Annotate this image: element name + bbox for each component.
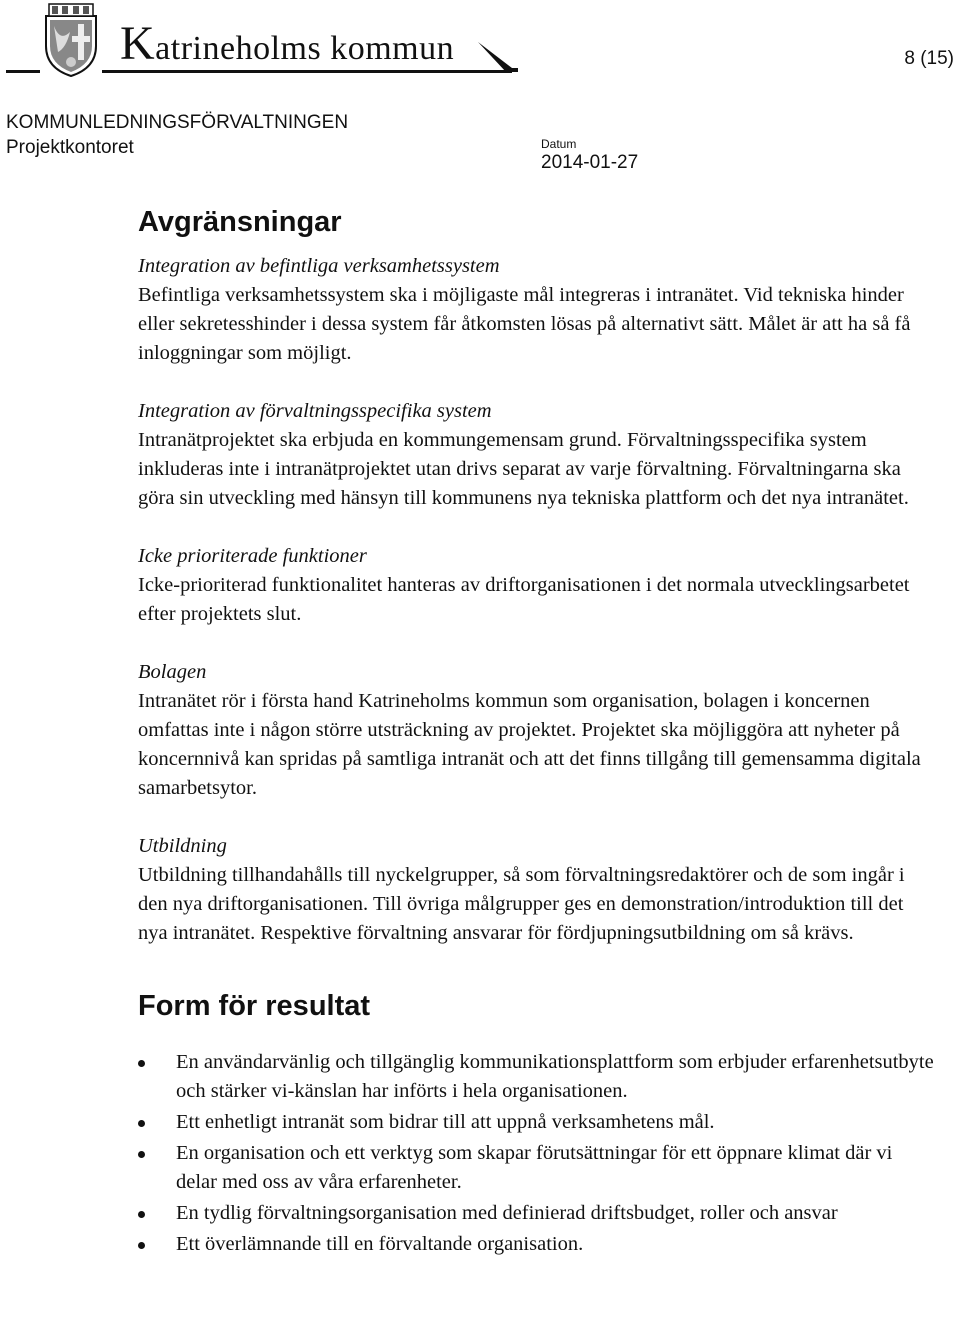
office-name: Projektkontoret — [6, 137, 134, 158]
block-subheading: Bolagen — [138, 661, 207, 683]
block-subheading: Integration av befintliga verksamhetssystem — [138, 255, 500, 277]
block-subheading: Icke prioriterade funktioner — [138, 545, 367, 567]
block-subheading: Integration av förvaltningsspecifika system — [138, 400, 492, 422]
bullet-icon — [138, 1211, 145, 1218]
list-item — [138, 1230, 938, 1259]
section-heading-form-for-resultat: Form för resultat — [138, 990, 371, 1022]
brand-swoosh-mark — [476, 38, 520, 74]
brand-name-rest: atrineholms kommun — [155, 30, 455, 67]
content-block — [138, 658, 938, 803]
list-item — [138, 1199, 938, 1228]
list-item-text: En tydlig förvaltningsorganisation med definierad driftsbudget, roller och ansvar — [176, 1202, 838, 1224]
block-paragraph: Icke-prioriterad funktionalitet hanteras av driftorganisationen i det normala utvecklingsarbetet efter projektets slut. — [138, 574, 910, 625]
list-item-text: Ett enhetligt intranät som bidrar till att uppnå verksamhetens mål. — [176, 1111, 715, 1133]
department-name: KOMMUNLEDNINGSFÖRVALTNINGEN — [6, 112, 349, 133]
content-block — [138, 252, 938, 368]
block-paragraph: Intranätet rör i första hand Katrineholms kommun som organisation, bolagen i koncernen omfattas inte i någon större utsträckning av projektet. Projektet ska möjliggöra att nyheter på koncernnivå kan spridas på samtliga intranät och att det finns tillgång till gemensamma digitala samarbetsytor. — [138, 690, 921, 799]
block-paragraph: Utbildning tillhandahålls till nyckelgrupper, så som förvaltningsredaktörer och de som ingår i den nya driftorganisationen. Till övriga målgrupper ges en demonstration/introduktion till det nya intranätet. Respektive förvaltning ansvarar för fördjupningsutbildning om så krävs. — [138, 864, 905, 944]
block-paragraph: Befintliga verksamhetssystem ska i möjligaste mål integreras i intranätet. Vid tekniska hinder eller sekretesshinder i dessa system får åtkomsten lösas på alternativt sätt. Målet är att ha så få inloggningar som möjligt. — [138, 284, 911, 364]
bullet-icon — [138, 1242, 145, 1249]
list-item — [138, 1048, 938, 1106]
list-item — [138, 1139, 938, 1197]
header-rule-right — [102, 70, 512, 73]
list-item-text: Ett överlämnande till en förvaltande organisation. — [176, 1233, 584, 1255]
municipal-coat-of-arms-logo — [40, 2, 102, 78]
header-rule-left — [6, 70, 40, 73]
content-block — [138, 832, 938, 948]
document-body — [138, 202, 938, 1261]
list-item — [138, 1108, 938, 1137]
list-item-text: En användarvänlig och tillgänglig kommunikationsplattform som erbjuder erfarenhetsutbyte och stärker vi-känslan har införts i hela organisationen. — [176, 1051, 934, 1102]
section-heading-avgransningar: Avgränsningar — [138, 206, 342, 238]
date-value: 2014-01-27 — [541, 152, 639, 173]
municipality-brand-name — [120, 17, 455, 70]
content-block — [138, 397, 938, 513]
brand-initial: K — [120, 17, 156, 70]
page-number: 8 (15) — [904, 48, 954, 69]
bullet-icon — [138, 1151, 145, 1158]
bullet-icon — [138, 1060, 145, 1067]
list-item-text: En organisation och ett verktyg som skapar förutsättningar för ett öppnare klimat där vi delar med oss av våra erfarenheter. — [176, 1142, 893, 1193]
content-block — [138, 542, 938, 629]
date-label: Datum — [541, 137, 577, 151]
block-subheading: Utbildning — [138, 835, 227, 857]
bullet-icon — [138, 1120, 145, 1127]
block-paragraph: Intranätprojektet ska erbjuda en kommungemensam grund. Förvaltningsspecifika system inkluderas inte i intranätprojektet utan drivs separat av varje förvaltning. Förvaltningarna ska göra sin utveckling med hänsyn till kommunens nya tekniska plattform och det nya intranätet. — [138, 429, 909, 509]
results-bullet-list — [138, 1048, 938, 1259]
